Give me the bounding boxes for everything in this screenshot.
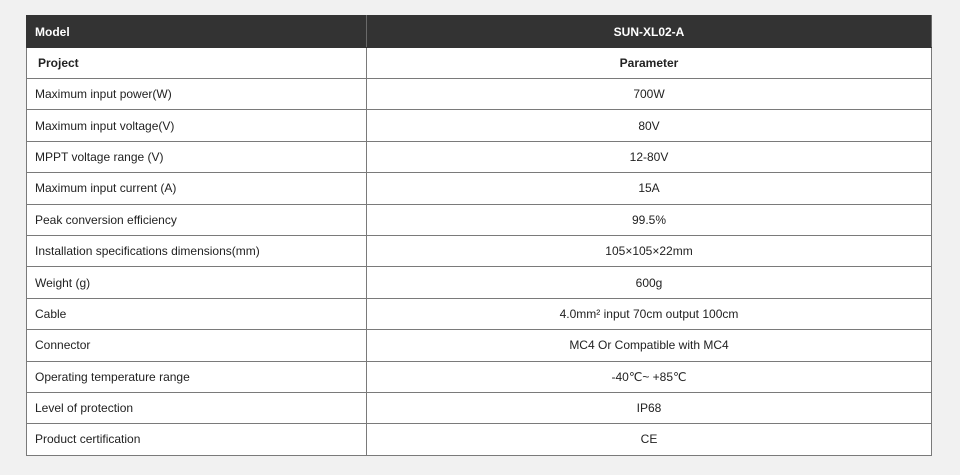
table-row	[27, 79, 932, 110]
row-label: Maximum input power(W)	[27, 79, 367, 110]
table-row	[27, 141, 932, 172]
table-row	[27, 298, 932, 329]
row-value: IP68	[367, 392, 932, 423]
table-row	[27, 267, 932, 298]
table-row	[27, 424, 932, 455]
row-label: Operating temperature range	[27, 361, 367, 392]
row-value: -40℃~ +85℃	[367, 361, 932, 392]
row-value: 15A	[367, 173, 932, 204]
row-label: MPPT voltage range (V)	[27, 141, 367, 172]
row-label: Installation specifications dimensions(mm)	[27, 235, 367, 266]
row-value: 80V	[367, 110, 932, 141]
table-row	[27, 204, 932, 235]
row-value: MC4 Or Compatible with MC4	[367, 330, 932, 361]
model-value: SUN-XL02-A	[367, 16, 932, 48]
row-value: 4.0mm² input 70cm output 100cm	[367, 298, 932, 329]
parameter-label: Parameter	[367, 48, 932, 79]
table-body	[27, 48, 932, 456]
row-label: Maximum input voltage(V)	[27, 110, 367, 141]
row-label: Connector	[27, 330, 367, 361]
row-label: Peak conversion efficiency	[27, 204, 367, 235]
row-label: Weight (g)	[27, 267, 367, 298]
table-row	[27, 392, 932, 423]
row-value: CE	[367, 424, 932, 455]
row-value: 105×105×22mm	[367, 235, 932, 266]
model-label: Model	[27, 16, 367, 48]
table-header	[27, 16, 932, 48]
row-value: 99.5%	[367, 204, 932, 235]
row-label: Cable	[27, 298, 367, 329]
row-value: 12-80V	[367, 141, 932, 172]
table-row	[27, 235, 932, 266]
table-row	[27, 110, 932, 141]
table-row	[27, 330, 932, 361]
row-value: 600g	[367, 267, 932, 298]
table-row	[27, 173, 932, 204]
spec-table	[26, 15, 932, 456]
subheader-row	[27, 48, 932, 79]
header-row	[27, 16, 932, 48]
row-label: Level of protection	[27, 392, 367, 423]
project-label: Project	[27, 48, 367, 79]
table-row	[27, 361, 932, 392]
row-label: Product certification	[27, 424, 367, 455]
row-value: 700W	[367, 79, 932, 110]
row-label: Maximum input current (A)	[27, 173, 367, 204]
